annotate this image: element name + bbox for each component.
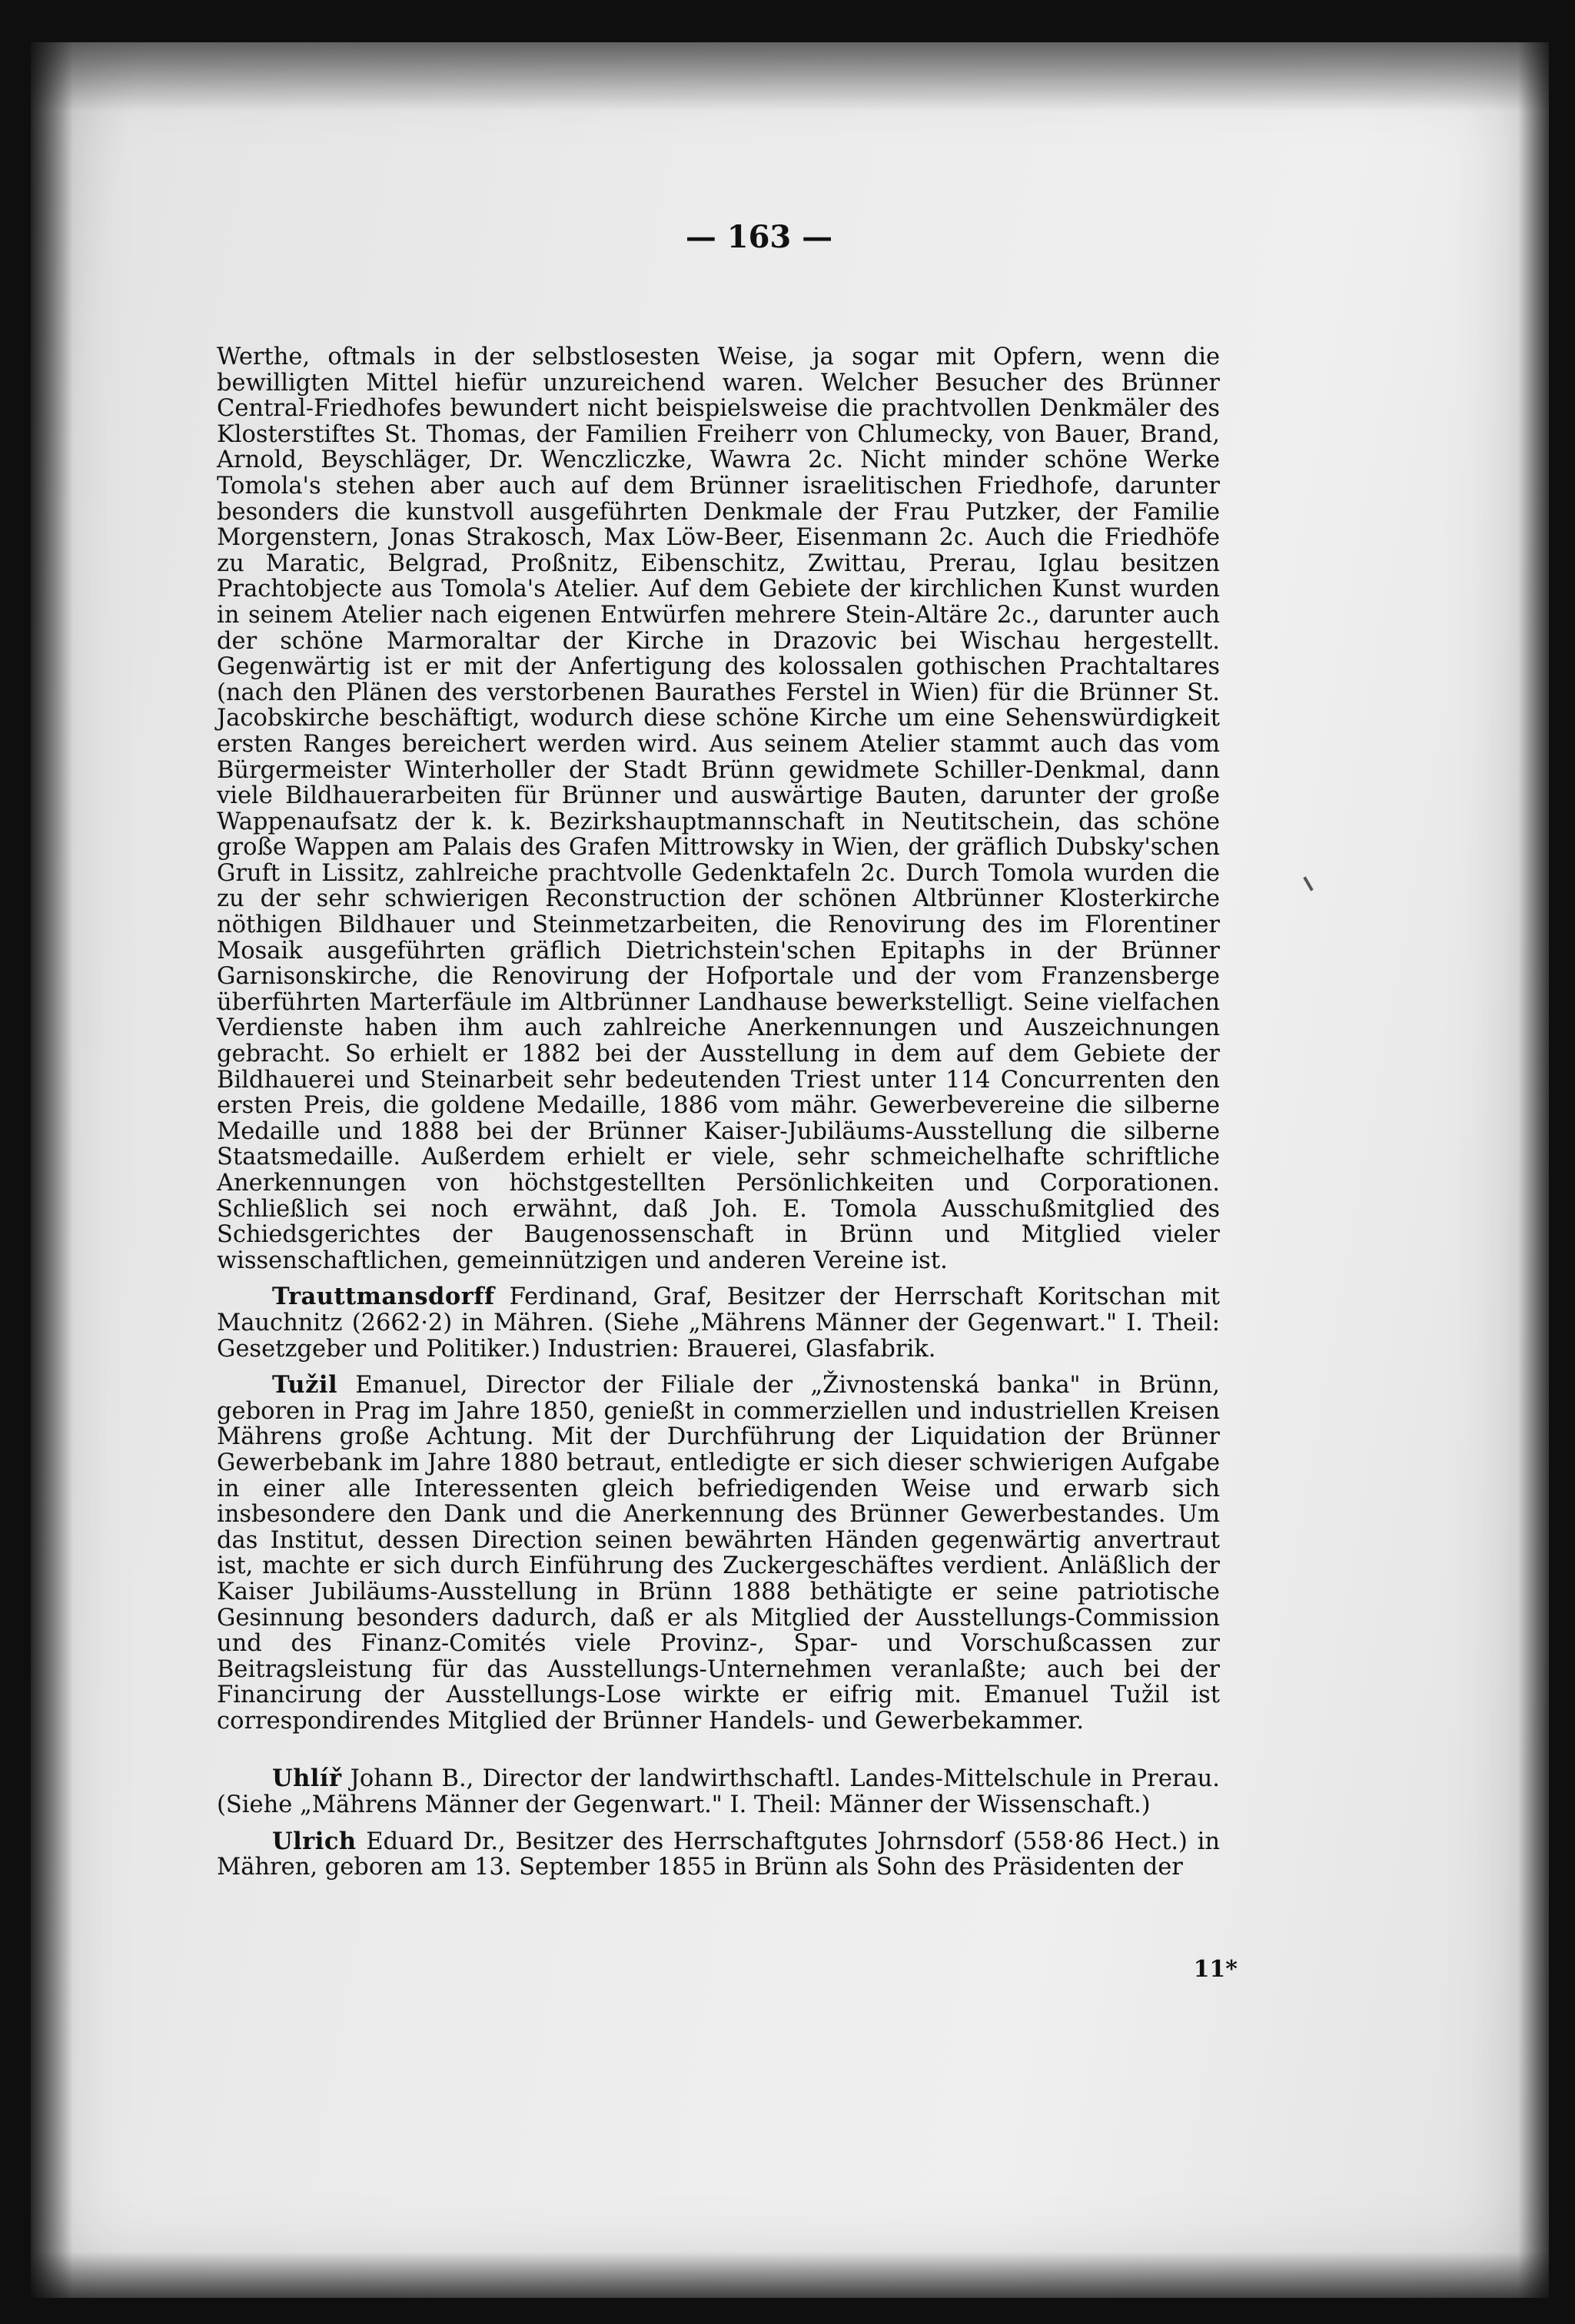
entry-name: Trauttmansdorff bbox=[272, 1283, 495, 1311]
entry-ulrich bbox=[217, 1829, 1220, 1881]
entry-text: Emanuel, Director der Filiale der „Živnostenská banka" in Brünn, geboren in Prag im Jahre 1850, genießt in commerziellen und industriellen Kreisen Mährens große Achtung. Mit der Durchführung der Liquidation der Brünner Gewerbebank im Jahre 1880 betraut, entledigte er sich dieser schwierigen Aufgabe in einer alle Interessenten gleich befriedigenden Weise und erwarb sich insbesondere den Dank und die Anerkennung des Brünner Gewerbestandes. Um das Institut, dessen Direction seinen bewährten Händen gegenwärtig anvertraut ist, machte er sich durch Einführung des Zuckergeschäftes verdient. Anläßlich der Kaiser Jubiläums-Ausstellung in Brünn 1888 bethätigte er seine patriotische Gesinnung besonders dadurch, daß er als Mitglied der Ausstellungs-Commission und des Finanz-Comités viele Provinz-, Spar- und Vorschußcassen zur Beitragsleistung für das Ausstellungs-Unternehmen veranlaßte; auch bei der Financirung der Ausstellungs-Lose wirkte er eifrig mit. Emanuel Tužil ist correspondirendes Mitglied der Brünner Handels- und Gewerbekammer. bbox=[217, 1372, 1220, 1735]
scan-shadow-bottom bbox=[31, 2252, 1549, 2298]
entry-text: Johann B., Director der landwirthschaftl. Landes-Mittelschule in Prerau. (Siehe „Mährens Männer der Gegenwart." I. Theil: Männer der Wissenschaft.) bbox=[217, 1765, 1220, 1819]
paragraph-tomola-continued bbox=[217, 344, 1220, 1273]
page-number: — 163 — bbox=[685, 219, 833, 255]
scan-shadow-right bbox=[1518, 42, 1549, 2298]
page-body bbox=[217, 344, 1220, 1881]
entry-text: Eduard Dr., Besitzer des Herrschaftgutes Johrnsdorf (558·86 Hect.) in Mähren, geboren am 13. September 1855 in Brünn als Sohn des Präsidenten der bbox=[217, 1828, 1220, 1881]
entry-name: Tužil bbox=[272, 1371, 338, 1399]
entry-name: Uhlíř bbox=[272, 1765, 342, 1793]
entry-tuzil bbox=[217, 1373, 1220, 1734]
entry-trauttmansdorff bbox=[217, 1284, 1220, 1362]
entry-text: Ferdinand, Graf, Besitzer der Herrschaft Koritschan mit Mauchnitz (2662·2) in Mähren. (Siehe „Mährens Männer der Gegenwart." I. Theil: Gesetzgeber und Politiker.) Industrien: Brauerei, Glasfabrik. bbox=[217, 1283, 1220, 1363]
signature-mark: 11* bbox=[1193, 1956, 1238, 1983]
scan-shadow-left bbox=[31, 42, 73, 2298]
entry-uhlir bbox=[217, 1766, 1220, 1818]
scan-shadow-top bbox=[31, 42, 1549, 111]
entry-name: Ulrich bbox=[272, 1827, 357, 1855]
paragraph-text: Werthe, oftmals in der selbstlosesten Weise, ja sogar mit Opfern, wenn die bewilligten Mittel hiefür unzureichend waren. Welcher Besucher des Brünner Central-Friedhofes bewundert nicht beispielsweise die prachtvollen Denkmäler des Klosterstiftes St. Thomas, der Familien Freiherr von Chlumecky, von Bauer, Brand, Arnold, Beyschläger, Dr. Wenczliczke, Wawra 2c. Nicht minder schöne Werke Tomola's stehen aber auch auf dem Brünner israelitischen Friedhofe, darunter besonders die kunstvoll ausgeführten Denkmale der Frau Putzker, der Familie Morgenstern, Jonas Strakosch, Max Löw-Beer, Eisenmann 2c. Auch die Friedhöfe zu Maratic, Belgrad, Proßnitz, Eibenschitz, Zwittau, Prerau, Iglau besitzen Prachtobjecte aus Tomola's Atelier. Auf dem Gebiete der kirchlichen Kunst wurden in seinem Atelier nach eigenen Entwürfen mehrere Stein-Altäre 2c., darunter auch der schöne Marmoraltar der Kirche in Drazovic bei Wischau hergestellt. Gegenwärtig ist er mit der Anfertigung des kolossalen gothischen Prachtaltares (nach den Plänen des verstorbenen Baurathes Ferstel in Wien) für die Brünner St. Jacobskirche beschäftigt, wodurch diese schöne Kirche um eine Sehenswürdigkeit ersten Ranges bereichert werden wird. Aus seinem Atelier stammt auch das vom Bürgermeister Winterholler der Stadt Brünn gewidmete Schiller-Denkmal, dann viele Bildhauerarbeiten für Brünner und auswärtige Bauten, darunter der große Wappenaufsatz der k. k. Bezirkshauptmannschaft in Neutitschein, das schöne große Wappen am Palais des Grafen Mittrowsky in Wien, der gräflich Dubsky'schen Gruft in Lissitz, zahlreiche prachtvolle Gedenktafeln 2c. Durch Tomola wurden die zu der sehr schwierigen Reconstruction der schönen Altbrünner Klosterkirche nöthigen Bildhauer und Steinmetzarbeiten, die Renovirung des im Florentiner Mosaik ausgeführten gräflich Dietrichstein'schen Epitaphs in der Brünner Garnisonskirche, die Renovirung der Hofportale und der vom Franzensberge überführten Marterfäule im Altbrünner Landhause bewerkstelligt. Seine vielfachen Verdienste haben ihm auch zahlreiche Anerkennungen und Auszeichnungen gebracht. So erhielt er 1882 bei der Ausstellung in dem auf dem Gebiete der Bildhauerei und Steinarbeit sehr bedeutenden Triest unter 114 Concurrenten den ersten Preis, die goldene Medaille, 1886 vom mähr. Gewerbevereine die silberne Medaille und 1888 bei der Brünner Kaiser-Jubiläums-Ausstellung die silberne Staatsmedaille. Außerdem erhielt er viele, sehr schmeichelhafte schriftliche Anerkennungen von höchstgestellten Persönlichkeiten und Corporationen. Schließlich sei noch erwähnt, daß Joh. E. Tomola Ausschußmitglied des Schiedsgerichtes der Baugenossenschaft in Brünn und Mitglied vieler wissenschaftlichen, gemeinnützigen und anderen Vereine ist. bbox=[217, 344, 1220, 1274]
